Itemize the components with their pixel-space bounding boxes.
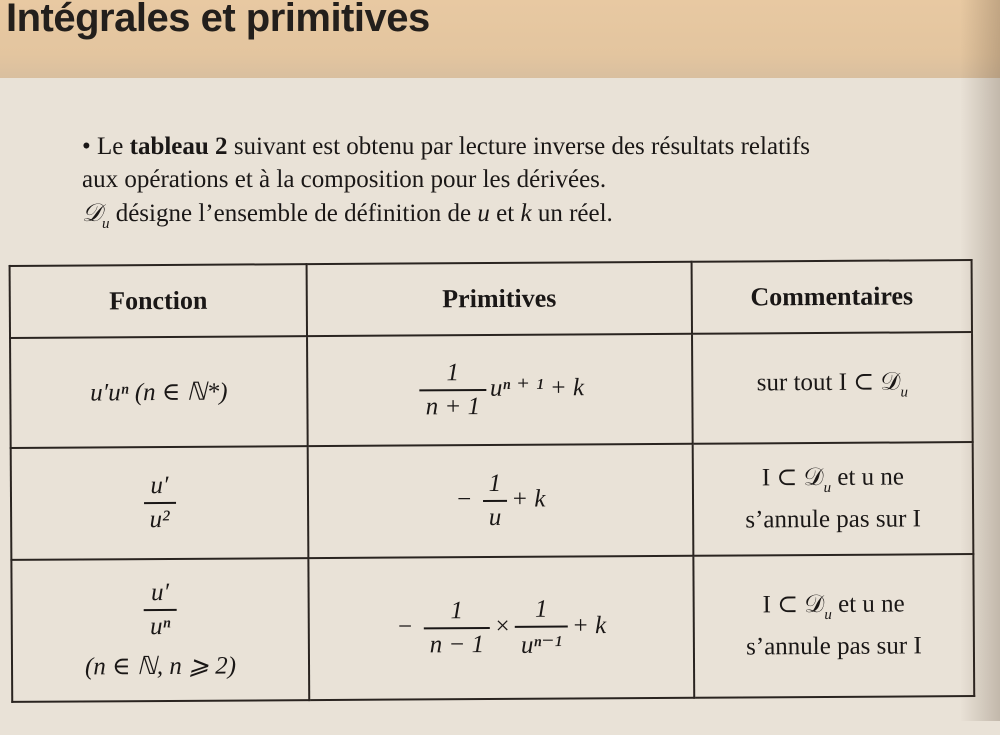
primitive-rest: uⁿ ⁺ ¹ + k	[489, 374, 585, 402]
comment-subscript: u	[900, 384, 908, 401]
comment-text: I ⊂ 𝒟	[761, 463, 824, 492]
fraction	[419, 359, 486, 421]
condition: (n ∈ ℕ, n ⩾ 2)	[84, 652, 237, 681]
cell-primitive	[308, 556, 694, 700]
intro-text: un réel.	[531, 200, 613, 227]
fraction-denominator: n + 1	[420, 389, 487, 421]
primitives-table	[9, 259, 976, 703]
header-primitives: Primitives	[307, 262, 692, 336]
primitives-table-wrapper	[9, 259, 974, 735]
fraction-denominator: uⁿ	[144, 609, 177, 641]
cell-primitive	[308, 444, 694, 558]
var-k: k	[520, 200, 532, 227]
intro-paragraph	[82, 130, 962, 241]
comment-text: et u ne	[831, 590, 905, 618]
fraction	[515, 596, 568, 660]
comment-text: I ⊂ 𝒟	[762, 590, 825, 619]
fraction	[143, 472, 175, 534]
cell-fonction	[11, 446, 309, 560]
intro-line-3	[82, 196, 962, 241]
minus-sign: −	[396, 613, 414, 641]
comment-text: sur tout I ⊂ 𝒟	[756, 368, 901, 397]
times-sign: ×	[493, 612, 511, 640]
fraction-numerator: u′	[150, 471, 169, 500]
primitive-rest: + k	[511, 485, 546, 513]
fraction-denominator: uⁿ⁻¹	[515, 626, 568, 660]
page-edge-shadow	[960, 0, 1000, 721]
cell-comment	[693, 554, 974, 698]
page-title: Intégrales et primitives	[6, 0, 430, 40]
domain-symbol: 𝒟	[82, 198, 102, 227]
var-u: u	[477, 200, 490, 227]
intro-text: et	[489, 200, 521, 227]
cell-comment	[692, 332, 973, 444]
intro-text: suivant est obtenu par lecture inverse des résultats relatifs	[227, 133, 811, 160]
primitive-rest: + k	[571, 612, 607, 640]
fraction-numerator: u′	[151, 578, 170, 607]
cell-comment	[693, 442, 974, 556]
table-row	[10, 332, 973, 448]
intro-line-1	[82, 130, 962, 163]
header-fonction: Fonction	[10, 264, 307, 338]
cell-primitive	[307, 334, 693, 446]
cell-fonction: u′uⁿ (n ∈ ℕ*)	[10, 336, 308, 448]
fraction-numerator: 1	[450, 597, 463, 625]
fraction-denominator: n − 1	[424, 627, 491, 659]
table-header-row	[10, 260, 972, 338]
intro-text: désigne l’ensemble de définition de	[109, 200, 478, 227]
fraction-denominator: u²	[144, 502, 176, 534]
minus-sign: −	[455, 485, 473, 513]
fraction-numerator: 1	[446, 359, 460, 387]
domain-subscript: u	[101, 216, 110, 232]
comment-subscript: u	[823, 479, 832, 496]
fraction	[423, 597, 490, 659]
intro-line-2: aux opérations et à la composition pour les dérivées.	[82, 166, 607, 193]
cell-fonction	[11, 558, 309, 702]
table-row	[11, 442, 974, 560]
table-reference: tableau 2	[129, 133, 228, 160]
header-band	[0, 0, 1000, 78]
comment-subscript: u	[824, 606, 832, 623]
fraction-denominator: u	[483, 500, 508, 532]
table-row	[11, 554, 974, 702]
fraction-numerator: 1	[534, 595, 548, 623]
comment-text: s’annule pas sur I	[745, 505, 922, 534]
intro-text: • Le	[82, 133, 130, 160]
comment-text: s’annule pas sur I	[746, 632, 922, 661]
comment-text: et u ne	[830, 463, 905, 491]
header-commentaires: Commentaires	[692, 260, 972, 334]
fraction	[144, 579, 177, 641]
fraction	[483, 470, 508, 532]
fraction-numerator: 1	[488, 469, 502, 498]
